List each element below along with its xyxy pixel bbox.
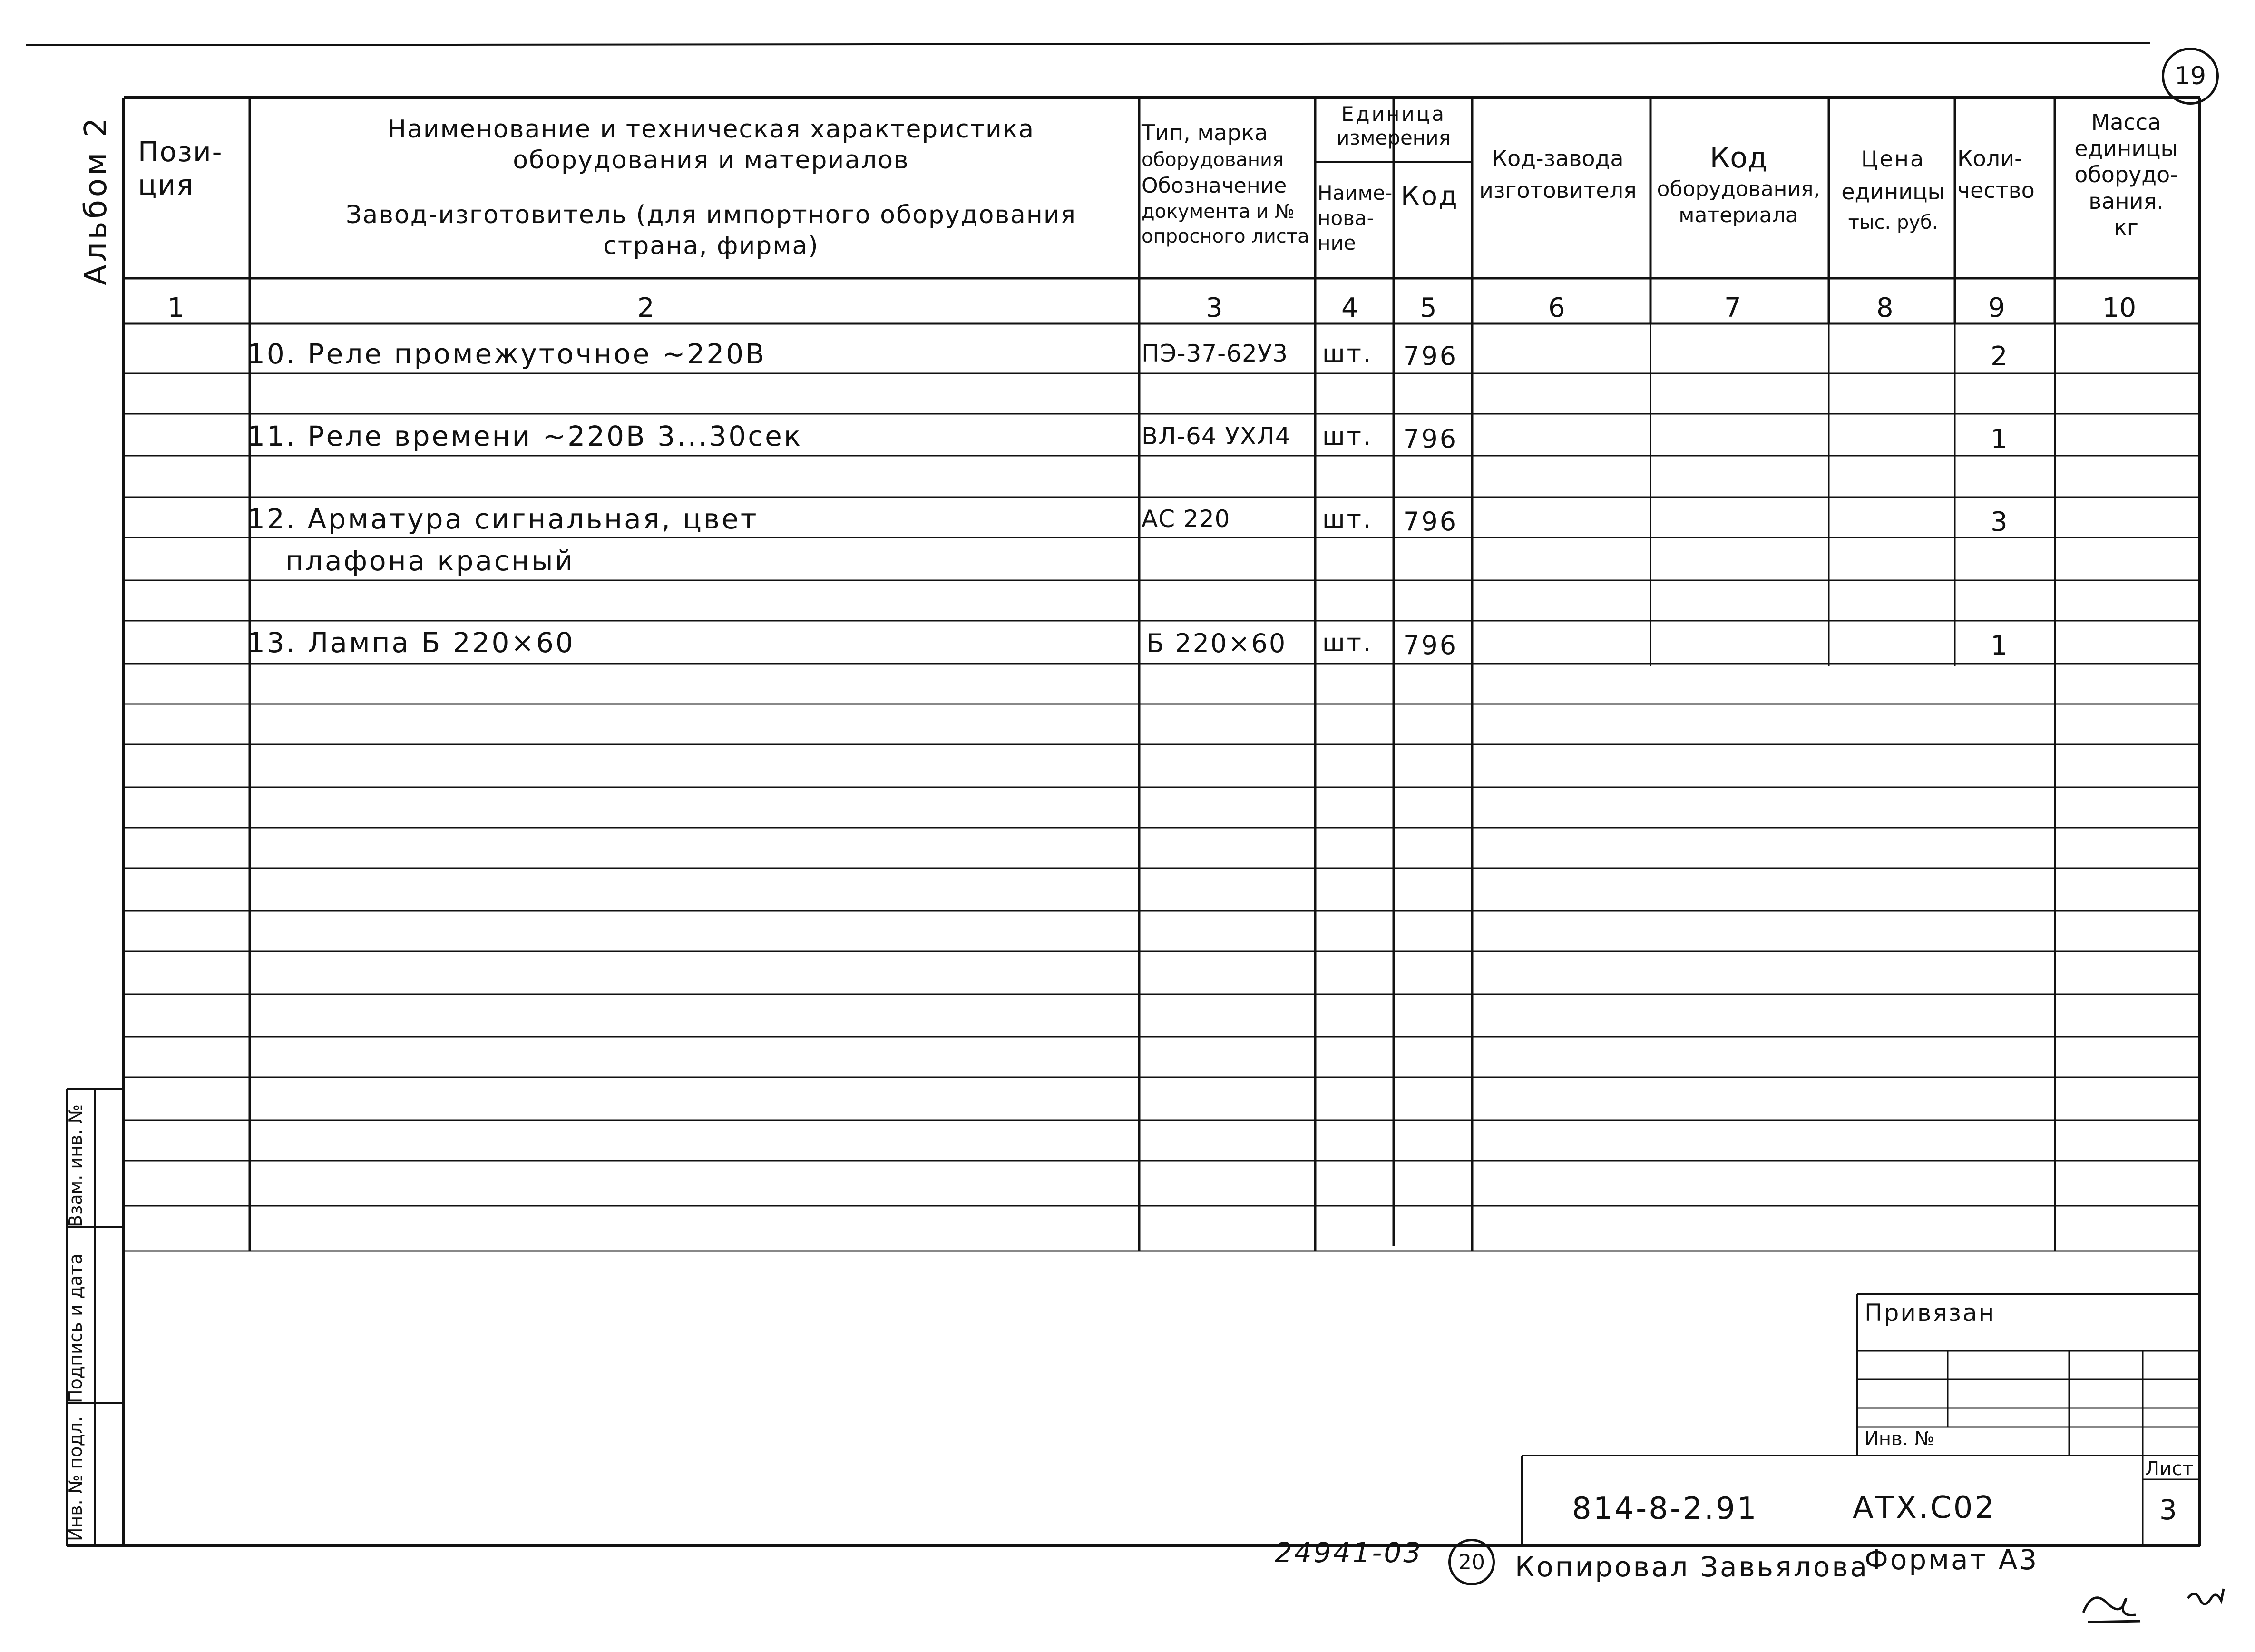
header-factory-code: Код-завода изготовителя <box>1479 146 1637 203</box>
header-position: Пози- ция <box>138 136 223 201</box>
footer-archive-number: 24941-03 <box>1275 1536 1423 1569</box>
header-equipment-code: Код оборудования, материала <box>1657 141 1820 227</box>
title-list-label: Лист <box>2145 1458 2194 1480</box>
header-name: Наименование и техническая характеристика оборудования и материалов Завод-изготовитель (для импортного оборудования страна, фирма) <box>346 115 1076 260</box>
row-name-continuation: плафона красный <box>285 545 575 577</box>
row-name: 10. Реле промежуточное ~220В <box>247 338 766 370</box>
col-number-5: 5 <box>1420 293 1437 323</box>
row-code: 796 <box>1403 630 1458 660</box>
col-number-6: 6 <box>1548 293 1565 323</box>
row-qty: 3 <box>1991 507 2010 538</box>
stamp-inv-podl: Инв. № подл. <box>65 1416 86 1541</box>
signature-scribble <box>2079 1570 2231 1632</box>
title-list-number: 3 <box>2159 1494 2177 1526</box>
row-name: 11. Реле времени ~220В 3...30сек <box>247 420 802 452</box>
header-unit: Единица измерения <box>1337 102 1451 150</box>
grid-line <box>26 43 2150 45</box>
sheet-number: 19 <box>2174 62 2206 90</box>
header-mass: Масса единицы оборудо- вания. кг <box>2074 109 2178 240</box>
row-type: АС 220 <box>1142 505 1230 533</box>
row-unit: шт. <box>1322 505 1373 534</box>
sheet-number-circle <box>2162 48 2219 105</box>
album-label: Альбом 2 <box>78 115 114 285</box>
row-unit: шт. <box>1322 422 1373 451</box>
header-price: Цена единицы тыс. руб. <box>1841 146 1945 234</box>
header-unit-code: Код <box>1401 181 1459 212</box>
row-type: ПЭ-37-62У3 <box>1142 340 1289 367</box>
row-name: 12. Арматура сигнальная, цвет <box>247 503 759 535</box>
row-type: Б 220×60 <box>1146 628 1287 658</box>
row-code: 796 <box>1403 341 1458 371</box>
row-type: ВЛ-64 УХЛ4 <box>1142 422 1291 450</box>
row-code: 796 <box>1403 424 1458 454</box>
col-number-10: 10 <box>2102 293 2137 323</box>
footer-format: Формат А3 <box>1865 1544 2039 1576</box>
col-number-4: 4 <box>1341 293 1358 323</box>
row-unit: шт. <box>1322 340 1373 368</box>
footer-page-circle: 20 <box>1448 1539 1495 1585</box>
col-number-2: 2 <box>637 293 654 323</box>
footer-copied-by: Копировал Завьялова <box>1515 1551 1869 1583</box>
col-number-1: 1 <box>167 293 185 323</box>
row-qty: 1 <box>1991 424 2010 455</box>
row-code: 796 <box>1403 507 1458 537</box>
col-number-9: 9 <box>1988 293 2005 323</box>
row-qty: 2 <box>1991 341 2010 372</box>
col-number-7: 7 <box>1724 293 1741 323</box>
row-name: 13. Лампа Б 220×60 <box>247 626 575 659</box>
col-number-8: 8 <box>1876 293 1894 323</box>
row-unit: шт. <box>1322 629 1373 657</box>
title-doc-mark: АТХ.С02 <box>1853 1490 1996 1525</box>
row-qty: 1 <box>1991 630 2010 661</box>
header-unit-name: Наиме- нова- ние <box>1318 181 1393 254</box>
title-doc-code: 814-8-2.91 <box>1572 1491 1758 1526</box>
stamp-podpis-data: Подпись и дата <box>65 1253 86 1403</box>
col-number-3: 3 <box>1206 293 1223 323</box>
title-privyazan: Привязан <box>1865 1299 1996 1327</box>
stamp-vzam-inv: Взам. инв. № <box>65 1104 86 1227</box>
title-inv-no: Инв. № <box>1865 1428 1934 1450</box>
header-quantity: Коли- чество <box>1957 146 2035 203</box>
header-type: Тип, марка оборудования Обозначение документа и № опросного листа <box>1142 120 1309 247</box>
